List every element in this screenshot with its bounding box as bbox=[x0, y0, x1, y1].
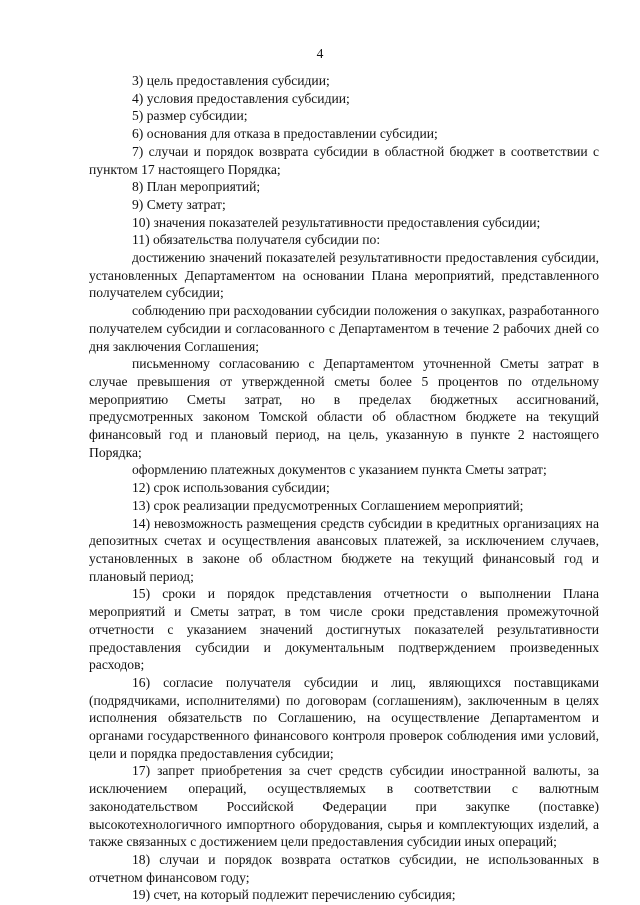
paragraph: 18) случаи и порядок возврата остатков субсидии, не использованных в отчетном финансовом году; bbox=[89, 851, 599, 885]
paragraph: 5) размер субсидии; bbox=[132, 108, 248, 124]
paragraph: 12) срок использования субсидии; bbox=[132, 480, 330, 496]
paragraph: письменному согласованию с Департаментом уточненной Сметы затрат в случае превышения от утвержденной сметы более 5 процентов по отдельному мероприятию Сметы затрат, но в пределах бюджетных ассигнований, предусмотренных законом Томской области об областном бюджете на текущий финансовый год и плановый период, на цель, указанную в пункте 2 настоящего Порядка; bbox=[89, 356, 599, 460]
paragraph: 16) согласие получателя субсидии и лиц, являющихся поставщиками (подрядчиками, исполнителями) по договорам (соглашениям), заключенным в целях исполнения обязательств по Соглашению, на осуществление Департаментом и органами государственного финансового контроля проверок соблюдения ими условий, цели и порядка предоставления субсидии; bbox=[89, 674, 599, 761]
paragraph: 4) условия предоставления субсидии; bbox=[132, 90, 350, 106]
paragraph: 14) невозможность размещения средств субсидии в кредитных организациях на депозитных счетах и осуществления авансовых платежей, за исключением случаев, установленных в законе об областном бюджете на текущий финансовый год и плановый период; bbox=[89, 515, 599, 584]
paragraph: 17) запрет приобретения за счет средств субсидии иностранной валюты, за исключением операций, осуществляемых в соответствии с валютным законодательством Российской Федерации при закупке (поставке) высокотехнологичного импортного оборудования, сырья и комплектующих изделий, а также связанных с достижением цели предоставления субсидии иных операций; bbox=[89, 763, 599, 850]
document-body bbox=[89, 72, 599, 904]
paragraph: 10) значения показателей результативности предоставления субсидии; bbox=[132, 214, 541, 230]
paragraph: 6) основания для отказа в предоставлении субсидии; bbox=[132, 126, 438, 142]
paragraph: 9) Смету затрат; bbox=[132, 196, 226, 212]
page-number: 4 bbox=[316, 46, 324, 61]
paragraph: 8) План мероприятий; bbox=[132, 179, 261, 195]
paragraph: 11) обязательства получателя субсидии по: bbox=[132, 232, 381, 248]
paragraph: 3) цель предоставления субсидии; bbox=[132, 73, 330, 88]
paragraph: оформлению платежных документов с указанием пункта Сметы затрат; bbox=[132, 462, 547, 478]
paragraph: соблюдению при расходовании субсидии положения о закупках, разработанного получателем субсидии и согласованного с Департаментом в течение 2 рабочих дней со дня заключения Соглашения; bbox=[89, 303, 599, 354]
paragraph: 7) случаи и порядок возврата субсидии в областной бюджет в соответствии с пунктом 17 настоящего Порядка; bbox=[89, 143, 599, 177]
paragraph: 15) сроки и порядок представления отчетности о выполнении Плана мероприятий и Сметы затрат, в том числе сроки представления промежуточной отчетности с указанием значений достигнутых показателей результативности предоставления субсидии и документальным подтверждением произведенных расходов; bbox=[89, 586, 599, 673]
paragraph: достижению значений показателей результативности предоставления субсидии, установленных Департаментом на основании Плана мероприятий, представленного получателем субсидии; bbox=[89, 250, 599, 301]
paragraph: 19) счет, на который подлежит перечислению субсидия; bbox=[132, 887, 456, 903]
paragraph: 13) срок реализации предусмотренных Соглашением мероприятий; bbox=[132, 497, 524, 513]
